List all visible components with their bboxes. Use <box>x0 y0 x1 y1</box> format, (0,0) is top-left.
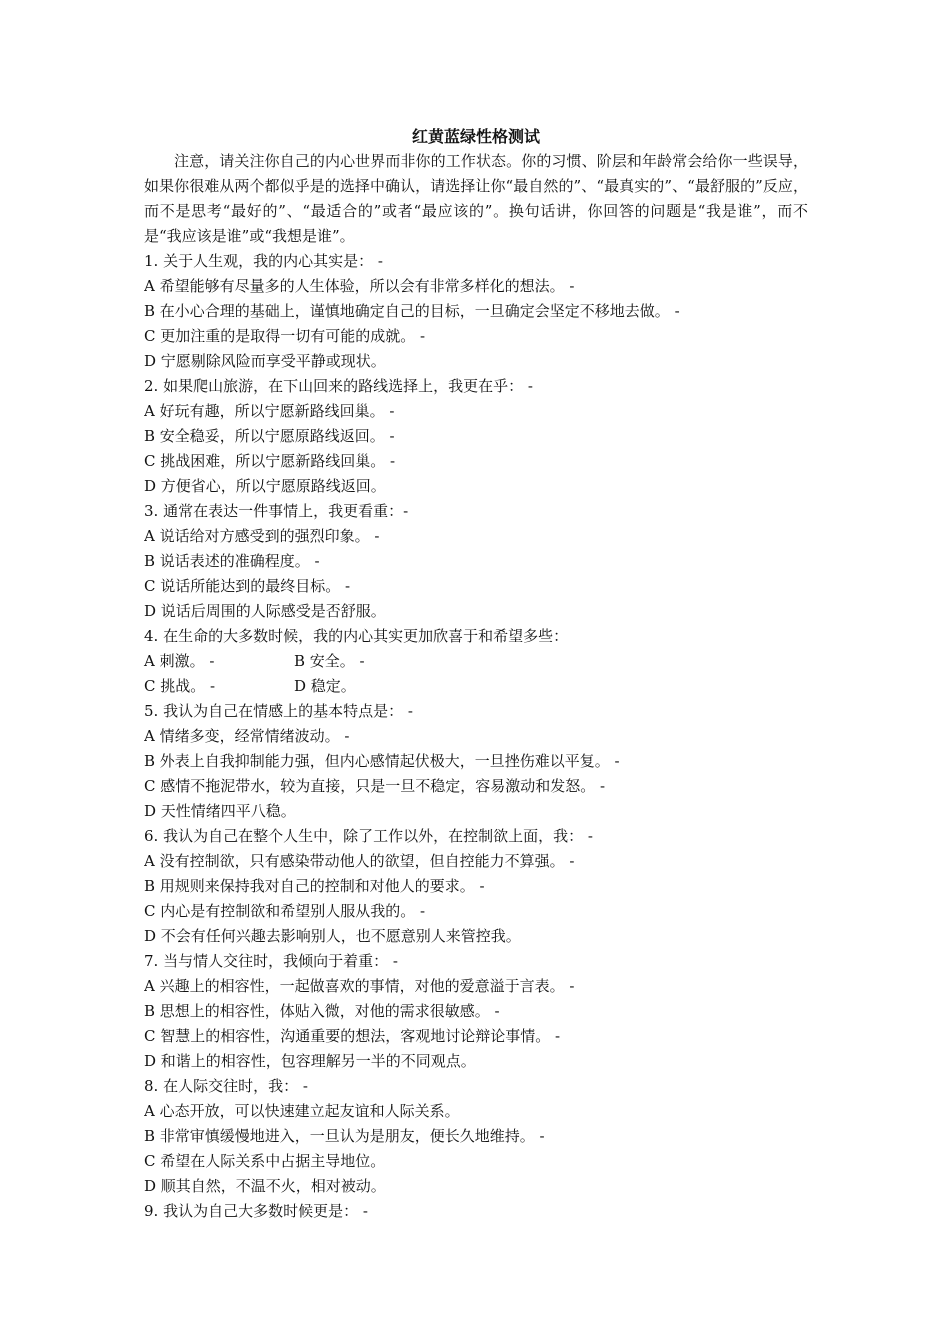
q4-option-b: B 安全。 - <box>294 652 365 670</box>
q4-option-a: A 刺激。 - <box>144 652 215 670</box>
q8-option-c: C 希望在人际关系中占据主导地位。 <box>144 1152 386 1170</box>
q1-option-d: D 宁愿剔除风险而享受平静或现状。 <box>144 352 386 370</box>
q3-option-c: C 说话所能达到的最终目标。 - <box>144 577 351 595</box>
question-5: 5. 我认为自己在情感上的基本特点是： - <box>144 702 413 720</box>
q4-options-row-2 <box>144 674 808 699</box>
q7-option-b: B 思想上的相容性，体贴入微，对他的需求很敏感。 - <box>144 1002 500 1020</box>
intro-paragraph: 注意，请关注你自己的内心世界而非你的工作状态。你的习惯、阶层和年龄常会给你一些误导，如果你很难从两个都似乎是的选择中确认，请选择让你“最自然的”、“最真实的”、“最舒服的”反应，而不是思考“最好的”、“最适合的”或者“最应该的”。换句话讲，你回答的问题是“我是谁”，而不是“我应该是谁”或“我想是谁”。 <box>144 152 808 245</box>
question-7: 7. 当与情人交往时，我倾向于着重： - <box>144 952 398 970</box>
question-4: 4. 在生命的大多数时候，我的内心其实更加欣喜于和希望多些： <box>144 627 569 645</box>
document-title: 红黄蓝绿性格测试 <box>411 127 540 146</box>
q6-option-c: C 内心是有控制欲和希望别人服从我的。 - <box>144 902 426 920</box>
q2-option-c: C 挑战困难，所以宁愿新路线回巢。 - <box>144 452 396 470</box>
q7-option-d: D 和谐上的相容性，包容理解另一半的不同观点。 <box>144 1052 476 1070</box>
question-8: 8. 在人际交往时，我： - <box>144 1077 308 1095</box>
q5-option-b: B 外表上自我抑制能力强，但内心感情起伏极大，一旦挫伤难以平复。 - <box>144 752 620 770</box>
q1-option-b: B 在小心合理的基础上，谨慎地确定自己的目标，一旦确定会坚定不移地去做。 - <box>144 302 680 320</box>
q4-option-c: C 挑战。 - <box>144 677 216 695</box>
q6-option-a: A 没有控制欲，只有感染带动他人的欲望，但自控能力不算强。 - <box>144 852 575 870</box>
question-2: 2. 如果爬山旅游，在下山回来的路线选择上，我更在乎： - <box>144 377 533 395</box>
q3-option-a: A 说话给对方感受到的强烈印象。 - <box>144 527 380 545</box>
question-9: 9. 我认为自己大多数时候更是： - <box>144 1202 368 1220</box>
question-1: 1. 关于人生观，我的内心其实是： - <box>144 252 383 270</box>
q7-option-c: C 智慧上的相容性，沟通重要的想法，客观地讨论辩论事情。 - <box>144 1027 561 1045</box>
q2-option-b: B 安全稳妥，所以宁愿原路线返回。 - <box>144 427 395 445</box>
q2-option-d: D 方便省心，所以宁愿原路线返回。 <box>144 477 386 495</box>
q3-option-b: B 说话表述的准确程度。 - <box>144 552 320 570</box>
document-page <box>144 124 808 1224</box>
q8-option-d: D 顺其自然，不温不火，相对被动。 <box>144 1177 386 1195</box>
q8-option-a: A 心态开放，可以快速建立起友谊和人际关系。 <box>144 1102 460 1120</box>
q4-option-d: D 稳定。 <box>294 677 356 695</box>
q7-option-a: A 兴趣上的相容性，一起做喜欢的事情，对他的爱意溢于言表。 - <box>144 977 575 995</box>
q5-option-c: C 感情不拖泥带水，较为直接，只是一旦不稳定，容易激动和发怒。 - <box>144 777 606 795</box>
q2-option-a: A 好玩有趣，所以宁愿新路线回巢。 - <box>144 402 395 420</box>
q1-option-a: A 希望能够有尽量多的人生体验，所以会有非常多样化的想法。 - <box>144 277 575 295</box>
q3-option-d: D 说话后周围的人际感受是否舒服。 <box>144 602 386 620</box>
q5-option-a: A 情绪多变，经常情绪波动。 - <box>144 727 350 745</box>
q6-option-b: B 用规则来保持我对自己的控制和对他人的要求。 - <box>144 877 485 895</box>
q4-options-row-1 <box>144 649 808 674</box>
q6-option-d: D 不会有任何兴趣去影响别人，也不愿意别人来管控我。 <box>144 927 521 945</box>
q1-option-c: C 更加注重的是取得一切有可能的成就。 - <box>144 327 426 345</box>
q5-option-d: D 天性情绪四平八稳。 <box>144 802 296 820</box>
question-6: 6. 我认为自己在整个人生中，除了工作以外，在控制欲上面，我： - <box>144 827 593 845</box>
question-3: 3. 通常在表达一件事情上，我更看重：- <box>144 502 409 520</box>
q8-option-b: B 非常审慎缓慢地进入，一旦认为是朋友，便长久地维持。 - <box>144 1127 545 1145</box>
